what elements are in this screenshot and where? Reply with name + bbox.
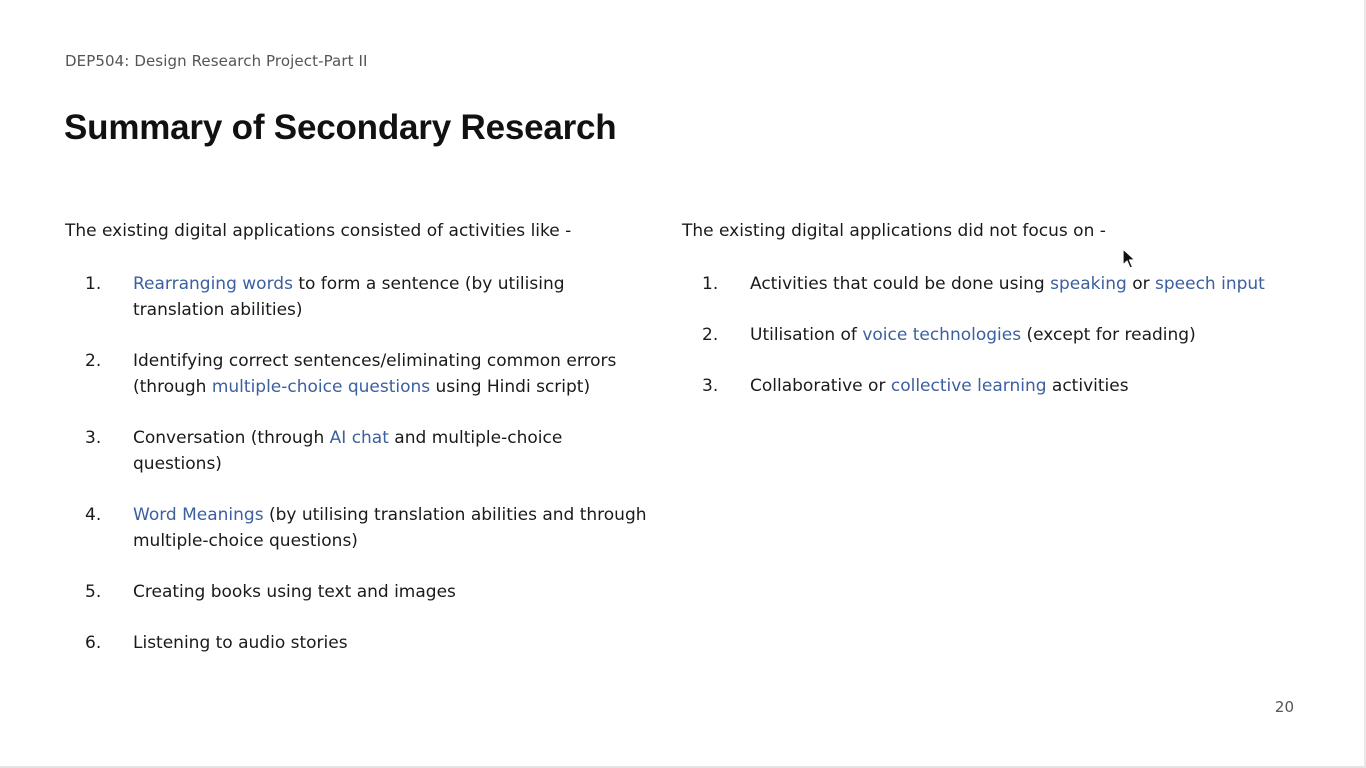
left-column — [65, 220, 655, 681]
list-item — [65, 502, 655, 554]
highlighted-term: speech input — [1155, 274, 1265, 294]
list-item-text — [750, 325, 1196, 345]
list-item — [65, 579, 655, 605]
list-item — [65, 348, 655, 400]
list-item-number: 2. — [702, 325, 719, 345]
list-text-segment: or — [1126, 274, 1156, 294]
list-item-text — [750, 274, 1265, 294]
list-text-segment: and multiple-choice questions) — [133, 428, 563, 474]
highlighted-term: AI chat — [329, 428, 389, 448]
list-item-number: 2. — [85, 351, 102, 371]
list-item-text — [133, 633, 348, 653]
highlighted-term: speaking — [1050, 274, 1127, 294]
right-intro: The existing digital applications did not focus on - — [682, 221, 1106, 241]
list-text-segment: Identifying correct sentences/eliminating common errors (through — [133, 351, 617, 397]
list-item — [65, 630, 655, 656]
list-item-text — [133, 428, 562, 474]
page-number: 20 — [1274, 698, 1294, 716]
list-item-text — [133, 582, 456, 602]
list-text-segment: to form a sentence (by utilising translation abilities) — [133, 274, 565, 320]
highlighted-term: multiple-choice questions — [211, 377, 431, 397]
list-item-number: 3. — [702, 376, 719, 396]
slide-title: Summary of Secondary Research — [64, 108, 617, 147]
list-text-segment: using Hindi script) — [430, 377, 591, 397]
course-header: DEP504: Design Research Project-Part II — [65, 52, 368, 70]
list-item-number: 6. — [85, 633, 102, 653]
list-item-number: 4. — [85, 505, 102, 525]
highlighted-term: collective learning — [890, 376, 1047, 396]
list-item — [682, 322, 1282, 348]
list-item-text — [133, 274, 565, 320]
list-item-text — [750, 376, 1129, 396]
mouse-cursor-icon — [1122, 248, 1136, 270]
list-item — [682, 271, 1282, 297]
list-text-segment: (except for reading) — [1021, 325, 1196, 345]
left-list — [65, 271, 655, 656]
list-item-number: 3. — [85, 428, 102, 448]
right-list — [682, 271, 1282, 399]
right-column — [682, 220, 1282, 424]
list-text-segment: Conversation (through — [133, 428, 330, 448]
list-text-segment: activities — [1046, 376, 1129, 396]
list-text-segment: (by utilising translation abilities and through multiple-choice questions) — [133, 505, 647, 551]
list-text-segment: Listening to audio stories — [133, 633, 348, 653]
highlighted-term: voice technologies — [862, 325, 1022, 345]
left-intro: The existing digital applications consisted of activities like - — [65, 221, 572, 241]
list-item-number: 1. — [85, 274, 102, 294]
list-item — [682, 373, 1282, 399]
list-text-segment: Activities that could be done using — [750, 274, 1051, 294]
list-item-text — [133, 351, 616, 397]
list-item-text — [133, 505, 647, 551]
highlighted-term: Rearranging words — [133, 274, 293, 294]
list-text-segment: Utilisation of — [750, 325, 863, 345]
list-item-number: 5. — [85, 582, 102, 602]
highlighted-term: Word Meanings — [133, 505, 264, 525]
list-item — [65, 271, 655, 323]
list-text-segment: Creating books using text and images — [133, 582, 456, 602]
list-item-number: 1. — [702, 274, 719, 294]
list-item — [65, 425, 655, 477]
list-text-segment: Collaborative or — [750, 376, 891, 396]
